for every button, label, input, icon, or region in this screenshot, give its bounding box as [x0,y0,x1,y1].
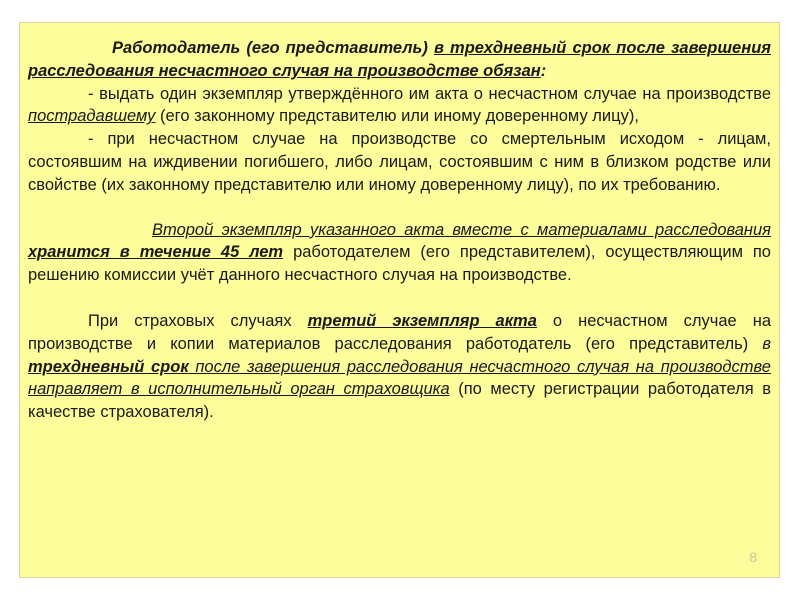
slide-text [28,37,771,424]
paragraph-fatal-case [28,128,771,196]
victim-representative-text: (его законному представителю или иному доверенному лицу), [155,107,639,126]
victim-term: пострадавшему [28,107,156,126]
three-day-term: трехдневный срок [28,357,189,376]
paragraph-second-copy [28,219,771,287]
issue-act-text: - выдать один экземпляр утверждённого им акта о несчастном случае на производстве [88,84,771,103]
colon: : [540,61,547,80]
fatal-case-text: - при несчастном случае на производстве со смертельным исходом - лицам, состоявшим на иждивении погибшего, либо лицам, состоявшим с ним в близком родстве или свойстве (их законному представителю или иному доверенному лицу), по их требованию. [28,130,771,194]
deadline-obligation: в трехдневный срок после завершения расследования несчастного случая на производстве обязан [28,39,771,80]
storage-period: хранится в течение 45 лет [28,243,284,262]
page-number: 8 [749,549,757,565]
paragraph-employer-obligation [28,37,771,83]
third-copy-term: третий экземпляр акта [307,311,537,330]
second-copy-keeper-text: работодателем (его представителем), осуществляющим по решению комиссии учёт данного несчастного случая на производстве. [28,243,771,285]
insurer-registration-text: (по месту регистрации работодателя в качестве страхователя). [28,380,771,422]
employer-label: Работодатель (его представитель) [112,39,434,57]
second-copy-text: Второй экземпляр указанного акта вместе с материалами расследования [152,220,771,239]
in-word: в [762,334,771,353]
insurance-intro: При страховых случаях [88,311,308,330]
paragraph-issue-to-victim [28,83,771,129]
paragraph-insurance-cases [28,310,771,424]
third-copy-text: о несчастном случае на производстве и копии материалов расследования работодатель (его представитель) [28,311,771,353]
send-to-insurer-text: после завершения расследования несчастного случая на производстве направляет в исполнительный орган страховщика [28,357,771,399]
slide [19,22,780,578]
